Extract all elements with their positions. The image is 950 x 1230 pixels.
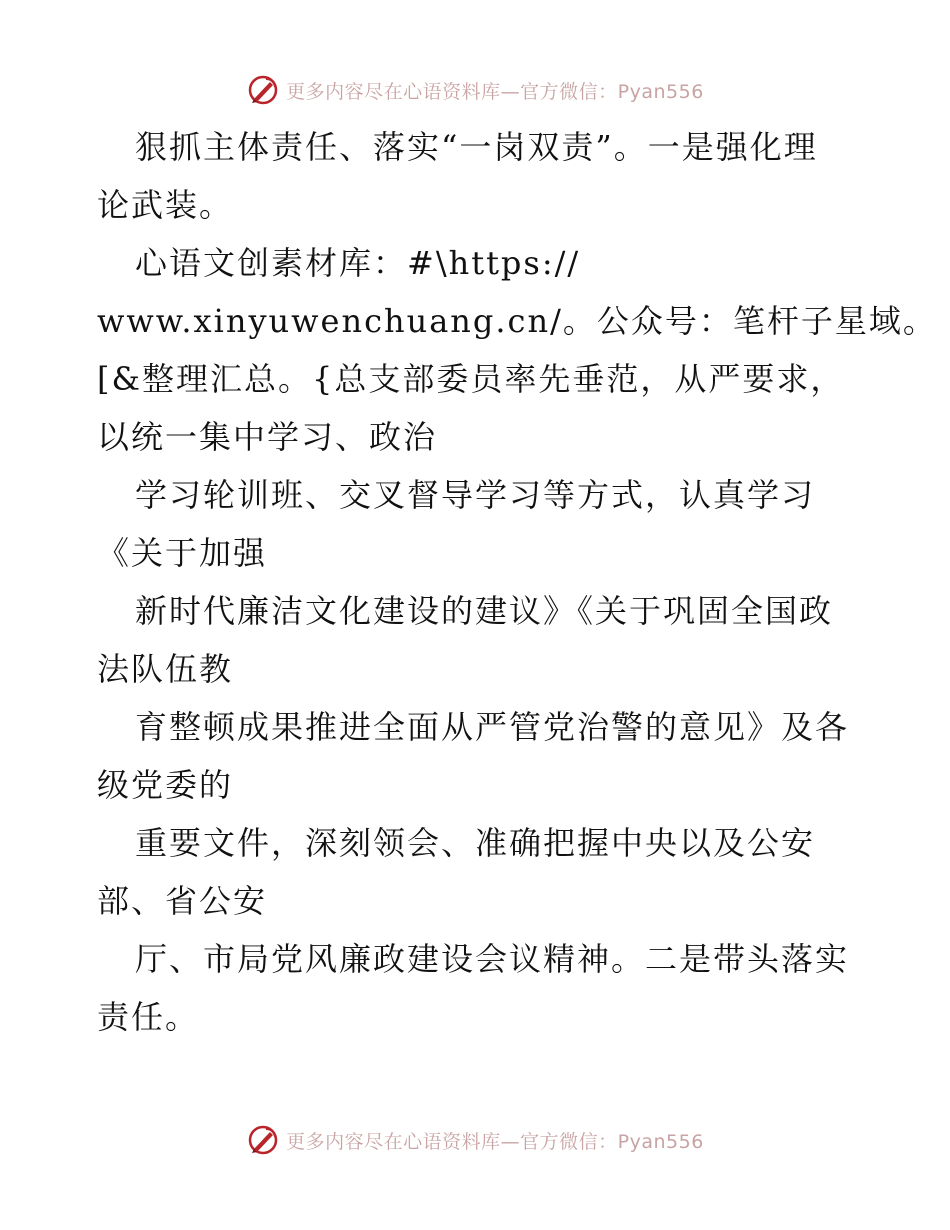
text-line: 《关于加强	[97, 534, 268, 572]
header-banner	[0, 72, 950, 108]
text-line: www.xinyuwenchuang.cn/。公众号：笔杆子星域。	[97, 302, 937, 340]
text-line: 以统一集中学习、政治	[97, 418, 438, 456]
pen-logo-icon	[246, 73, 280, 107]
header-banner-text: 更多内容尽在心语资料库—官方微信：Pyan556	[286, 80, 704, 103]
text-line: 育整顿成果推进全面从严管党治警的意见》及各	[135, 708, 850, 746]
footer-banner	[0, 1122, 950, 1158]
text-line: 法队伍教	[97, 650, 234, 688]
text-line: 部、省公安	[97, 882, 268, 920]
text-line: 新时代廉洁文化建设的建议》《关于巩固全国政	[135, 592, 834, 630]
text-line: 心语文创素材库：#\https://	[135, 244, 581, 282]
document-body	[97, 118, 937, 1046]
text-line: 厅、市局党风廉政建设会议精神。二是带头落实	[135, 940, 850, 978]
footer-banner-text: 更多内容尽在心语资料库—官方微信：Pyan556	[286, 1130, 704, 1153]
text-line: 重要文件，深刻领会、准确把握中央以及公安	[135, 824, 816, 862]
pen-logo-icon	[246, 1123, 280, 1157]
text-line: 论武装。	[97, 186, 234, 224]
text-line: 学习轮训班、交叉督导学习等方式，认真学习	[135, 476, 816, 514]
text-line: 狠抓主体责任、落实“一岗双责”。一是强化理	[135, 128, 818, 166]
text-line: 责任。	[97, 998, 200, 1036]
text-line: 级党委的	[97, 766, 234, 804]
text-line: [&整理汇总。{总支部委员率先垂范，从严要求，	[97, 360, 845, 398]
